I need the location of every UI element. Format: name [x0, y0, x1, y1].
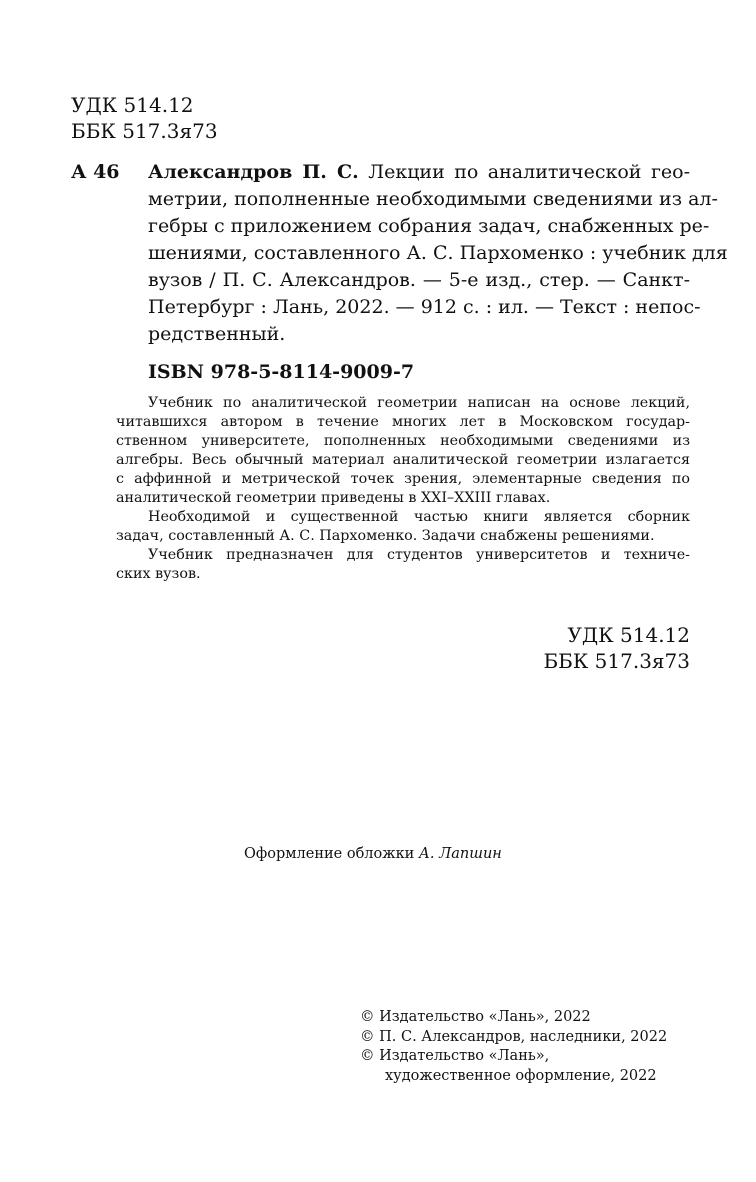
annotation-line: читавшихся автором в течение многих лет в Московском государ-: [116, 414, 690, 430]
annotation-line: алгебры. Весь обычный материал аналитической геометрии излагается: [116, 452, 690, 468]
biblio-line-1: Александров П. С. Лекции по аналитической гео-: [148, 161, 691, 183]
annotation-line: ских вузов.: [116, 566, 201, 582]
annotation-line: аналитической геометрии приведены в XXI–XXIII главах.: [116, 490, 551, 506]
author-name: Александров П. С.: [148, 161, 359, 183]
biblio-line-4: шениями, составленного А. С. Пархоменко : учебник для: [148, 242, 728, 264]
biblio-line-6: Петербург : Лань, 2022. — 912 с. : ил. — Текст : непос-: [148, 296, 701, 318]
copyright-block: [360, 1008, 667, 1086]
udk-top: УДК 514.12: [71, 93, 194, 117]
copyright-line: © Издательство «Лань»,: [360, 1048, 550, 1064]
annotation-line: Учебник по аналитической геометрии написан на основе лекций,: [148, 395, 690, 411]
copyright-line: художественное оформление, 2022: [385, 1067, 657, 1084]
biblio-line-7: редственный.: [148, 323, 286, 345]
isbn: ISBN 978-5-8114-9009-7: [148, 361, 415, 383]
bbk-bottom: ББК 517.3я73: [543, 649, 690, 673]
bbk-top: ББК 517.3я73: [71, 119, 218, 143]
call-number: А 46: [71, 161, 120, 183]
annotation-line: с аффинной и метрической точек зрения, элементарные сведения по: [116, 471, 690, 487]
cover-design-credit: Оформление обложки А. Лапшин: [244, 846, 502, 862]
biblio-line-3: гебры с приложением собрания задач, снабженных ре-: [148, 215, 710, 237]
udk-bottom: УДК 514.12: [567, 623, 690, 647]
copyright-line: © П. С. Александров, наследники, 2022: [360, 1028, 668, 1045]
biblio-line-2: метрии, пополненные необходимыми сведениями из ал-: [148, 188, 718, 210]
cover-designer: А. Лапшин: [418, 846, 502, 862]
annotation-line: Необходимой и существенной частью книги является сборник: [148, 509, 690, 525]
copyright-line: © Издательство «Лань», 2022: [360, 1009, 591, 1025]
annotation-line: задач, составленный А. С. Пархоменко. Задачи снабжены решениями.: [116, 528, 655, 544]
biblio-line-5: вузов / П. С. Александров. — 5-е изд., стер. — Санкт-: [148, 269, 690, 291]
annotation-line: ственном университете, пополненных необходимыми сведениями из: [116, 433, 690, 449]
annotation-line: Учебник предназначен для студентов университетов и техниче-: [148, 547, 690, 563]
